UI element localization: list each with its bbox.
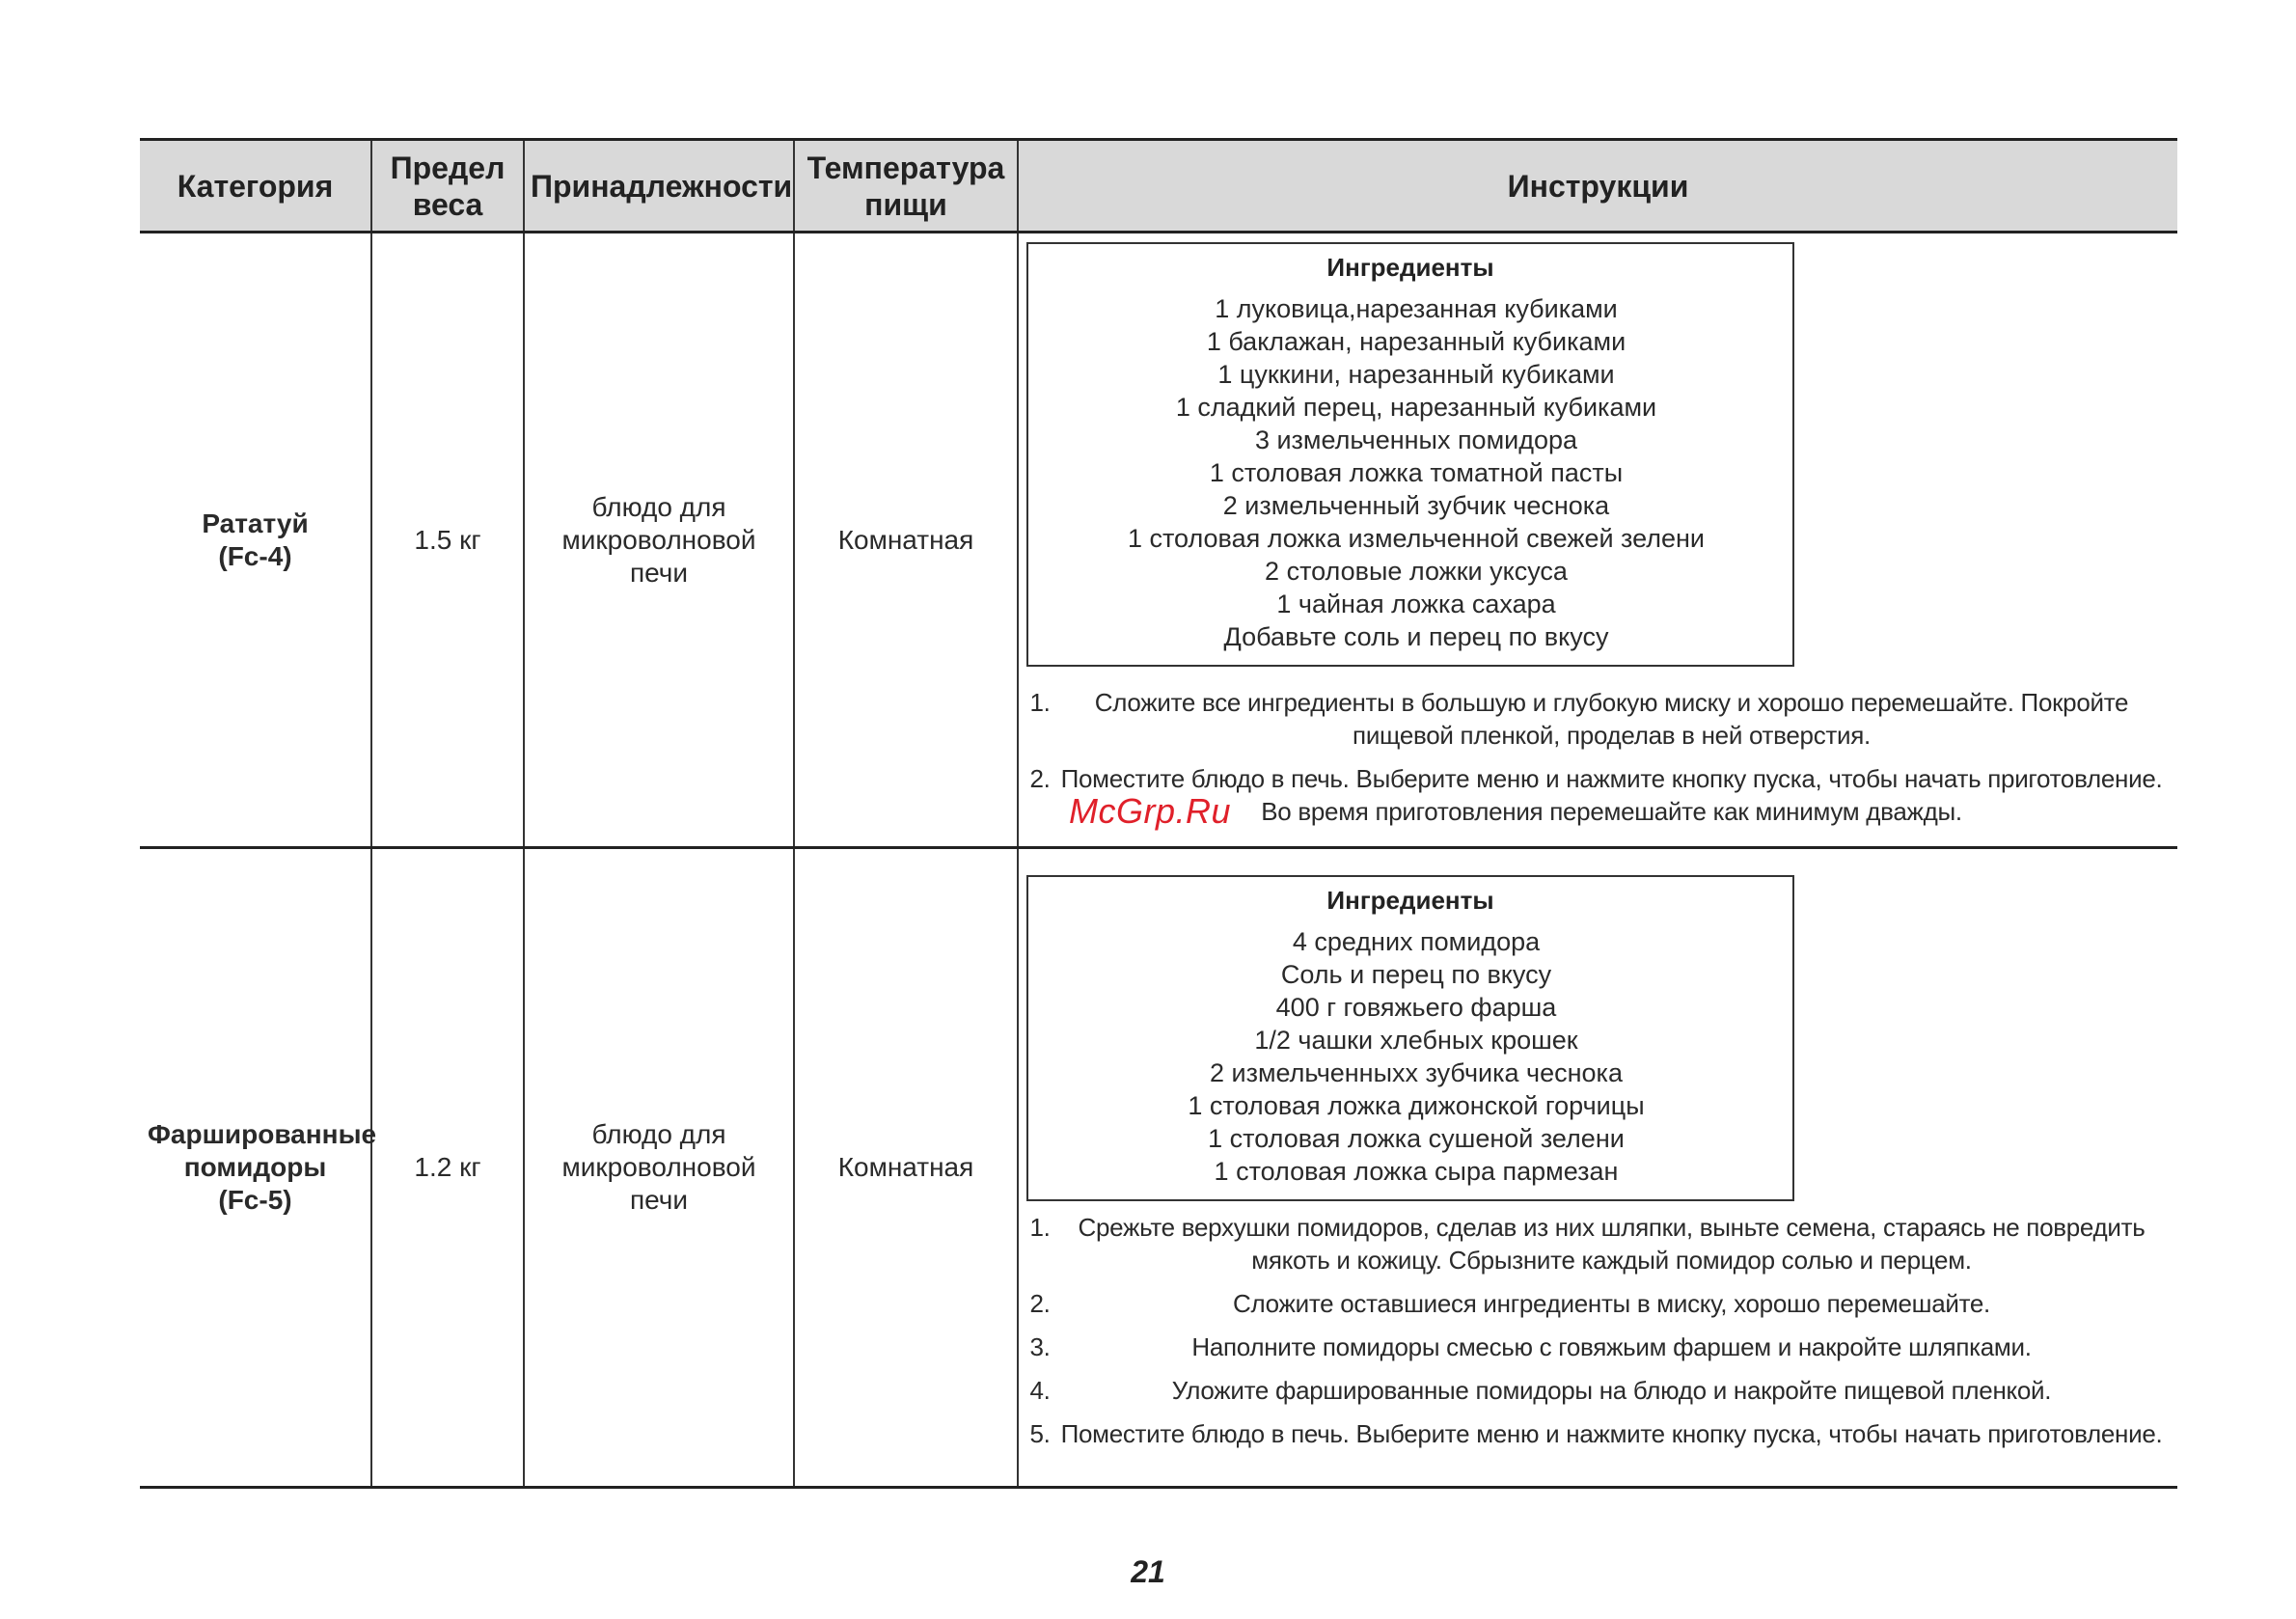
accessories-cell: блюдо для микроволновой печи [524,233,794,848]
ingredient-item: 3 измельченных помидора [1254,425,1578,454]
category-code: (Fc-5) [218,1185,292,1215]
step-text: Поместите блюдо в печь. Выберите меню и нажмите кнопку пуска, чтобы начать приготовление. Во время приготовления перемешайте как минимум дважды. [1060,763,2163,826]
header-food-temperature: Температура пищи [794,140,1018,233]
ingredient-item: 2 измельченныхх зубчика чеснока [1210,1057,1623,1087]
ingredient-item: 1 столовая ложка дижонской горчицы [1188,1090,1645,1120]
step-number: 1. [1029,1212,1051,1242]
ingredients-box [1026,242,1794,667]
watermark: McGrp.Ru [1069,791,1232,831]
weight-cell: 1.2 кг [371,848,524,1488]
ingredient-item: 1 баклажан, нарезанный кубиками [1206,326,1626,356]
step-number: 1. [1029,687,1051,717]
ingredient-item: 2 столовые ложки уксуса [1265,556,1568,586]
ingredient-item: Соль и перец по вкусу [1280,959,1552,989]
ingredient-item: 400 г говяжьего фарша [1275,992,1557,1022]
ingredient-item: 1 столовая ложка сушеной зелени [1208,1123,1625,1153]
ingredient-item: Добавьте соль и перец по вкусу [1223,621,1609,651]
ingredient-item: 1 сладкий перец, нарезанный кубиками [1175,392,1657,422]
category-cell [140,233,371,848]
step-text: Сложите оставшиеся ингредиенты в миску, хорошо перемешайте. [1233,1288,1990,1318]
instructions-cell [1018,848,2177,1488]
category-name: Рататуй [202,508,309,538]
step-number: 4. [1029,1375,1051,1405]
steps-list [1026,1211,2170,1450]
category-code: (Fc-4) [218,540,292,571]
temperature-cell: Комнатная [794,848,1018,1488]
instructions-cell [1018,233,2177,848]
table-header-row [140,140,2177,233]
step-item [1026,1331,2170,1363]
header-weight-limit: Предел веса [371,140,524,233]
category-name: помидоры [183,1152,327,1182]
ingredient-item: 1 луковица,нарезанная кубиками [1215,293,1618,323]
step-text: Поместите блюдо в печь. Выберите меню и нажмите кнопку пуска, чтобы начать приготовление. [1060,1418,2163,1448]
temperature-cell: Комнатная [794,233,1018,848]
step-text: Уложите фаршированные помидоры на блюдо и накройте пищевой пленкой. [1171,1375,2052,1405]
accessories-cell: блюдо для микроволновой печи [524,848,794,1488]
category-cell [140,848,377,1488]
ingredients-box [1026,875,1794,1201]
step-number: 3. [1029,1331,1051,1361]
page-number: 21 [1131,1554,1165,1589]
step-item [1026,1417,2170,1450]
step-number: 2. [1029,763,1051,793]
step-item [1026,1287,2170,1320]
ingredient-item: 1 столовая ложка томатной пасты [1209,457,1624,487]
ingredient-item: 1 столовая ложка сыра пармезан [1214,1156,1619,1186]
ingredient-item: 2 измельченный зубчик чеснока [1222,490,1610,520]
step-item [1026,686,2170,752]
ingredient-item: 1/2 чашки хлебных крошек [1254,1025,1578,1055]
header-category: Категория [140,140,371,233]
step-item [1026,1211,2170,1276]
ingredients-title: Ингредиенты [1326,885,1494,915]
header-accessories: Принадлежности [524,140,794,233]
step-number: 5. [1029,1418,1051,1448]
category-name: Фаршированные [148,1119,377,1149]
step-text: Наполните помидоры смесью с говяжьим фаршем и накройте шляпками. [1191,1331,2032,1361]
header-instructions: Инструкции [1018,140,2177,233]
table-row [140,233,2177,848]
step-item [1026,1374,2170,1407]
ingredient-item: 4 средних помидора [1292,926,1541,956]
table-row [140,848,2177,1488]
ingredient-item: 1 столовая ложка измельченной свежей зелени [1127,523,1706,553]
ingredients-title: Ингредиенты [1326,252,1494,282]
weight-cell: 1.5 кг [371,233,524,848]
step-text: Сложите все ингредиенты в большую и глубокую миску и хорошо перемешайте. Покройте пищевой пленкой, проделав в ней отверстия. [1094,687,2129,750]
step-number: 2. [1029,1288,1051,1318]
ingredient-item: 1 чайная ложка сахара [1276,589,1556,618]
step-text: Срежьте верхушки помидоров, сделав из них шляпки, выньте семена, стараясь не повредить мякоть и кожицу. Сбрызните каждый помидор солью и перцем. [1078,1212,2146,1275]
ingredient-item: 1 цуккини, нарезанный кубиками [1217,359,1615,389]
